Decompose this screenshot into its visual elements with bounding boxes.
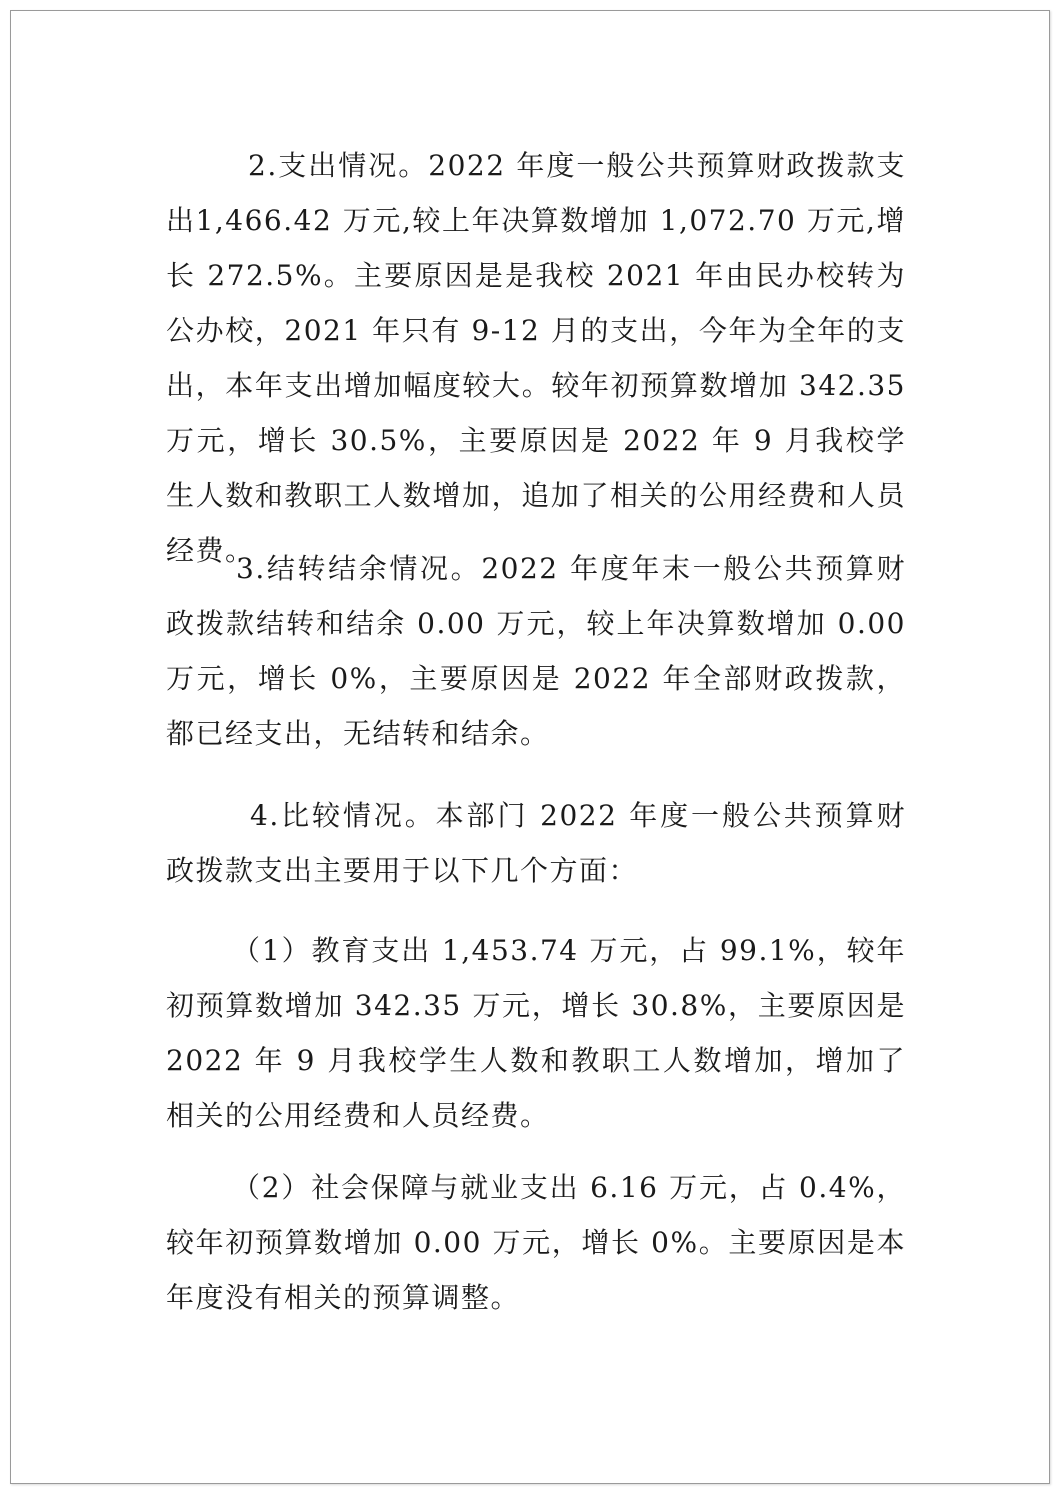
paragraph-item-social-security: （2）社会保障与就业支出 6.16 万元，占 0.4%，较年初预算数增加 0.00 万元，增长 0%。主要原因是本年度没有相关的预算调整。 (166, 1171, 906, 1314)
paragraph-item-education: （1）教育支出 1,453.74 万元，占 99.1%，较年初预算数增加 342.35 万元，增长 30.8%，主要原因是 2022 年 9 月我校学生人数和教职工人数增加，增加了相关的公用经费和人员经费。 (166, 934, 906, 1132)
paragraph-expenditure: 2.支出情况。2022 年度一般公共预算财政拨款支出1,466.42 万元,较上年决算数增加 1,072.70 万元,增长 272.5%。主要原因是是我校 2021 年由民办校转为公办校，2021 年只有 9-12 月的支出，今年为全年的支出，本年支出增加幅度较大。较年初预算数增加 342.35 万元，增长 30.5%，主要原因是 2022 年 9 月我校学生人数和教职工人数增加，追加了相关的公用经费和人员经费。 (166, 149, 906, 567)
paragraph-comparison: 4.比较情况。本部门 2022 年度一般公共预算财政拨款支出主要用于以下几个方面： (166, 799, 906, 887)
paragraph-carryover: 3.结转结余情况。2022 年度年末一般公共预算财政拨款结转和结余 0.00 万元，较上年决算数增加 0.00 万元，增长 0%，主要原因是 2022 年全部财政拨款，都已经支出，无结转和结余。 (166, 552, 906, 750)
